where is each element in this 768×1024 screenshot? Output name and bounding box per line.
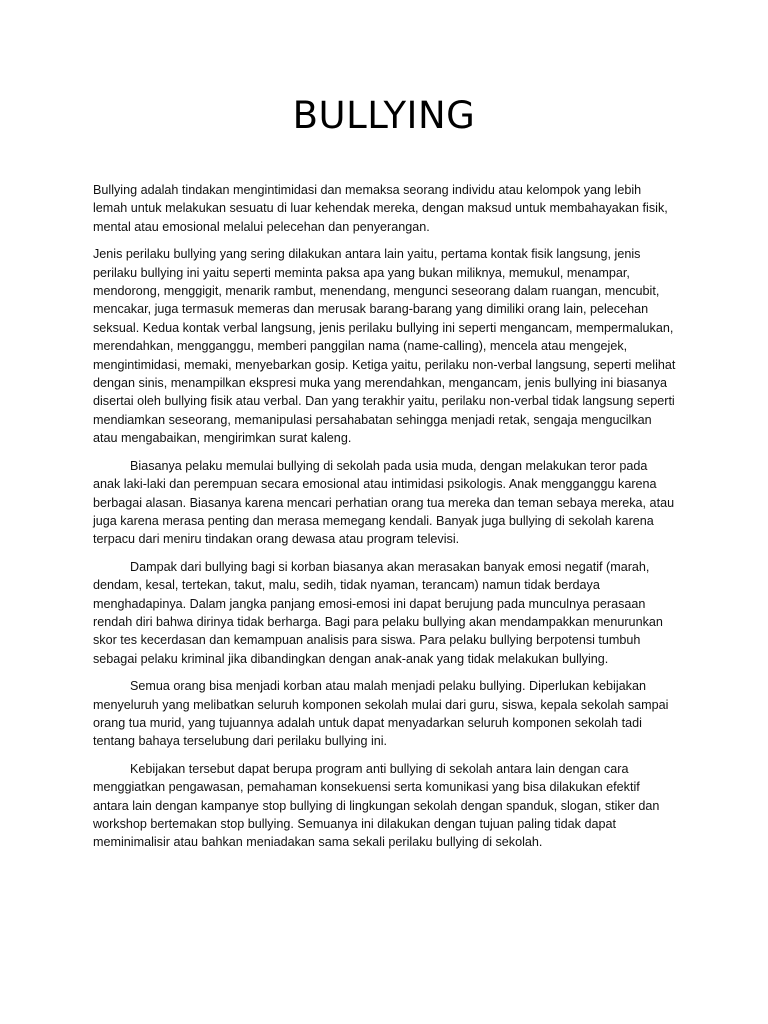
- paragraph-types: Jenis perilaku bullying yang sering dilakukan antara lain yaitu, pertama kontak fisik langsung, jenis perilaku bullying ini yaitu seperti meminta paksa apa yang bukan miliknya, memukul, menampar, mendorong, menggigit, menarik rambut, menendang, mengunci seseorang dalam ruangan, mencubit, mencakar, juga termasuk memeras dan merusak barang-barang yang dimiliki orang lain, pelecehan seksual. Kedua kontak verbal langsung, jenis perilaku bullying ini seperti mengancam, mempermalukan, merendahkan, mengganggu, memberi panggilan nama (name-calling), mencela atau mengejek, mengintimidasi, memaki, menyebarkan gosip. Ketiga yaitu, perilaku non-verbal langsung, seperti melihat dengan sinis, menampilkan ekspresi muka yang merendahkan, mengancam, jenis bullying ini biasanya disertai oleh bullying fisik atau verbal. Dan yang terakhir yaitu, perilaku non-verbal tidak langsung seperti mendiamkan seseorang, memanipulasi persahabatan sehingga menjadi retak, sengaja mengucilkan atau mengabaikan, mengirimkan surat kaleng.: [93, 247, 676, 446]
- paragraph-policy: Semua orang bisa menjadi korban atau malah menjadi pelaku bullying. Diperlukan kebijakan menyeluruh yang melibatkan seluruh komponen sekolah mulai dari guru, siswa, kepala sekolah sampai orang tua murid, yang tujuannya adalah untuk dapat menyadarkan seluruh komponen sekolah tadi tentang bahaya terselubung dari perilaku bullying ini.: [93, 679, 669, 749]
- document-body: [93, 181, 678, 861]
- document-title: BULLYING: [292, 94, 476, 137]
- paragraph-definition: Bullying adalah tindakan mengintimidasi dan memaksa seorang individu atau kelompok yang lebih lemah untuk melakukan sesuatu di luar kehendak mereka, dengan maksud untuk membahayakan fisik, mental atau emosional melalui pelecehan dan penyerangan.: [93, 183, 668, 234]
- paragraph-causes: Biasanya pelaku memulai bullying di sekolah pada usia muda, dengan melakukan teror pada anak laki-laki dan perempuan secara emosional atau intimidasi psikologis. Anak mengganggu karena berbagai alasan. Biasanya karena mencari perhatian orang tua mereka dan teman sebaya mereka, atau juga karena merasa penting dan merasa memegang kendali. Banyak juga bullying di sekolah karena terpacu dari meniru tindakan orang dewasa atau program televisi.: [93, 458, 675, 547]
- paragraph-impacts: Dampak dari bullying bagi si korban biasanya akan merasakan banyak emosi negatif (marah, dendam, kesal, tertekan, takut, malu, sedih, tidak nyaman, terancam) namun tidak berdaya menghadapinya. Dalam jangka panjang emosi-emosi ini dapat berujung pada munculnya perasaan rendah diri bahwa dirinya tidak berharga. Bagi para pelaku bullying akan mendampakkan menurunkan skor tes kecerdasan dan kemampuan analisis para siswa. Para pelaku bullying berpotensi tumbuh sebagai pelaku kriminal jika dibandingkan dengan anak-anak yang tidak melakukan bullying.: [93, 559, 663, 666]
- paragraph-programs: Kebijakan tersebut dapat berupa program anti bullying di sekolah antara lain dengan cara menggiatkan pengawasan, pemahaman konsekuensi serta komunikasi yang bisa dilakukan efektif antara lain dengan kampanye stop bullying di lingkungan sekolah dengan spanduk, slogan, stiker dan workshop bertemakan stop bullying. Semuanya ini dilakukan dengan tujuan paling tidak dapat meminimalisir atau bahkan meniadakan sama sekali perilaku bullying di sekolah.: [93, 761, 660, 850]
